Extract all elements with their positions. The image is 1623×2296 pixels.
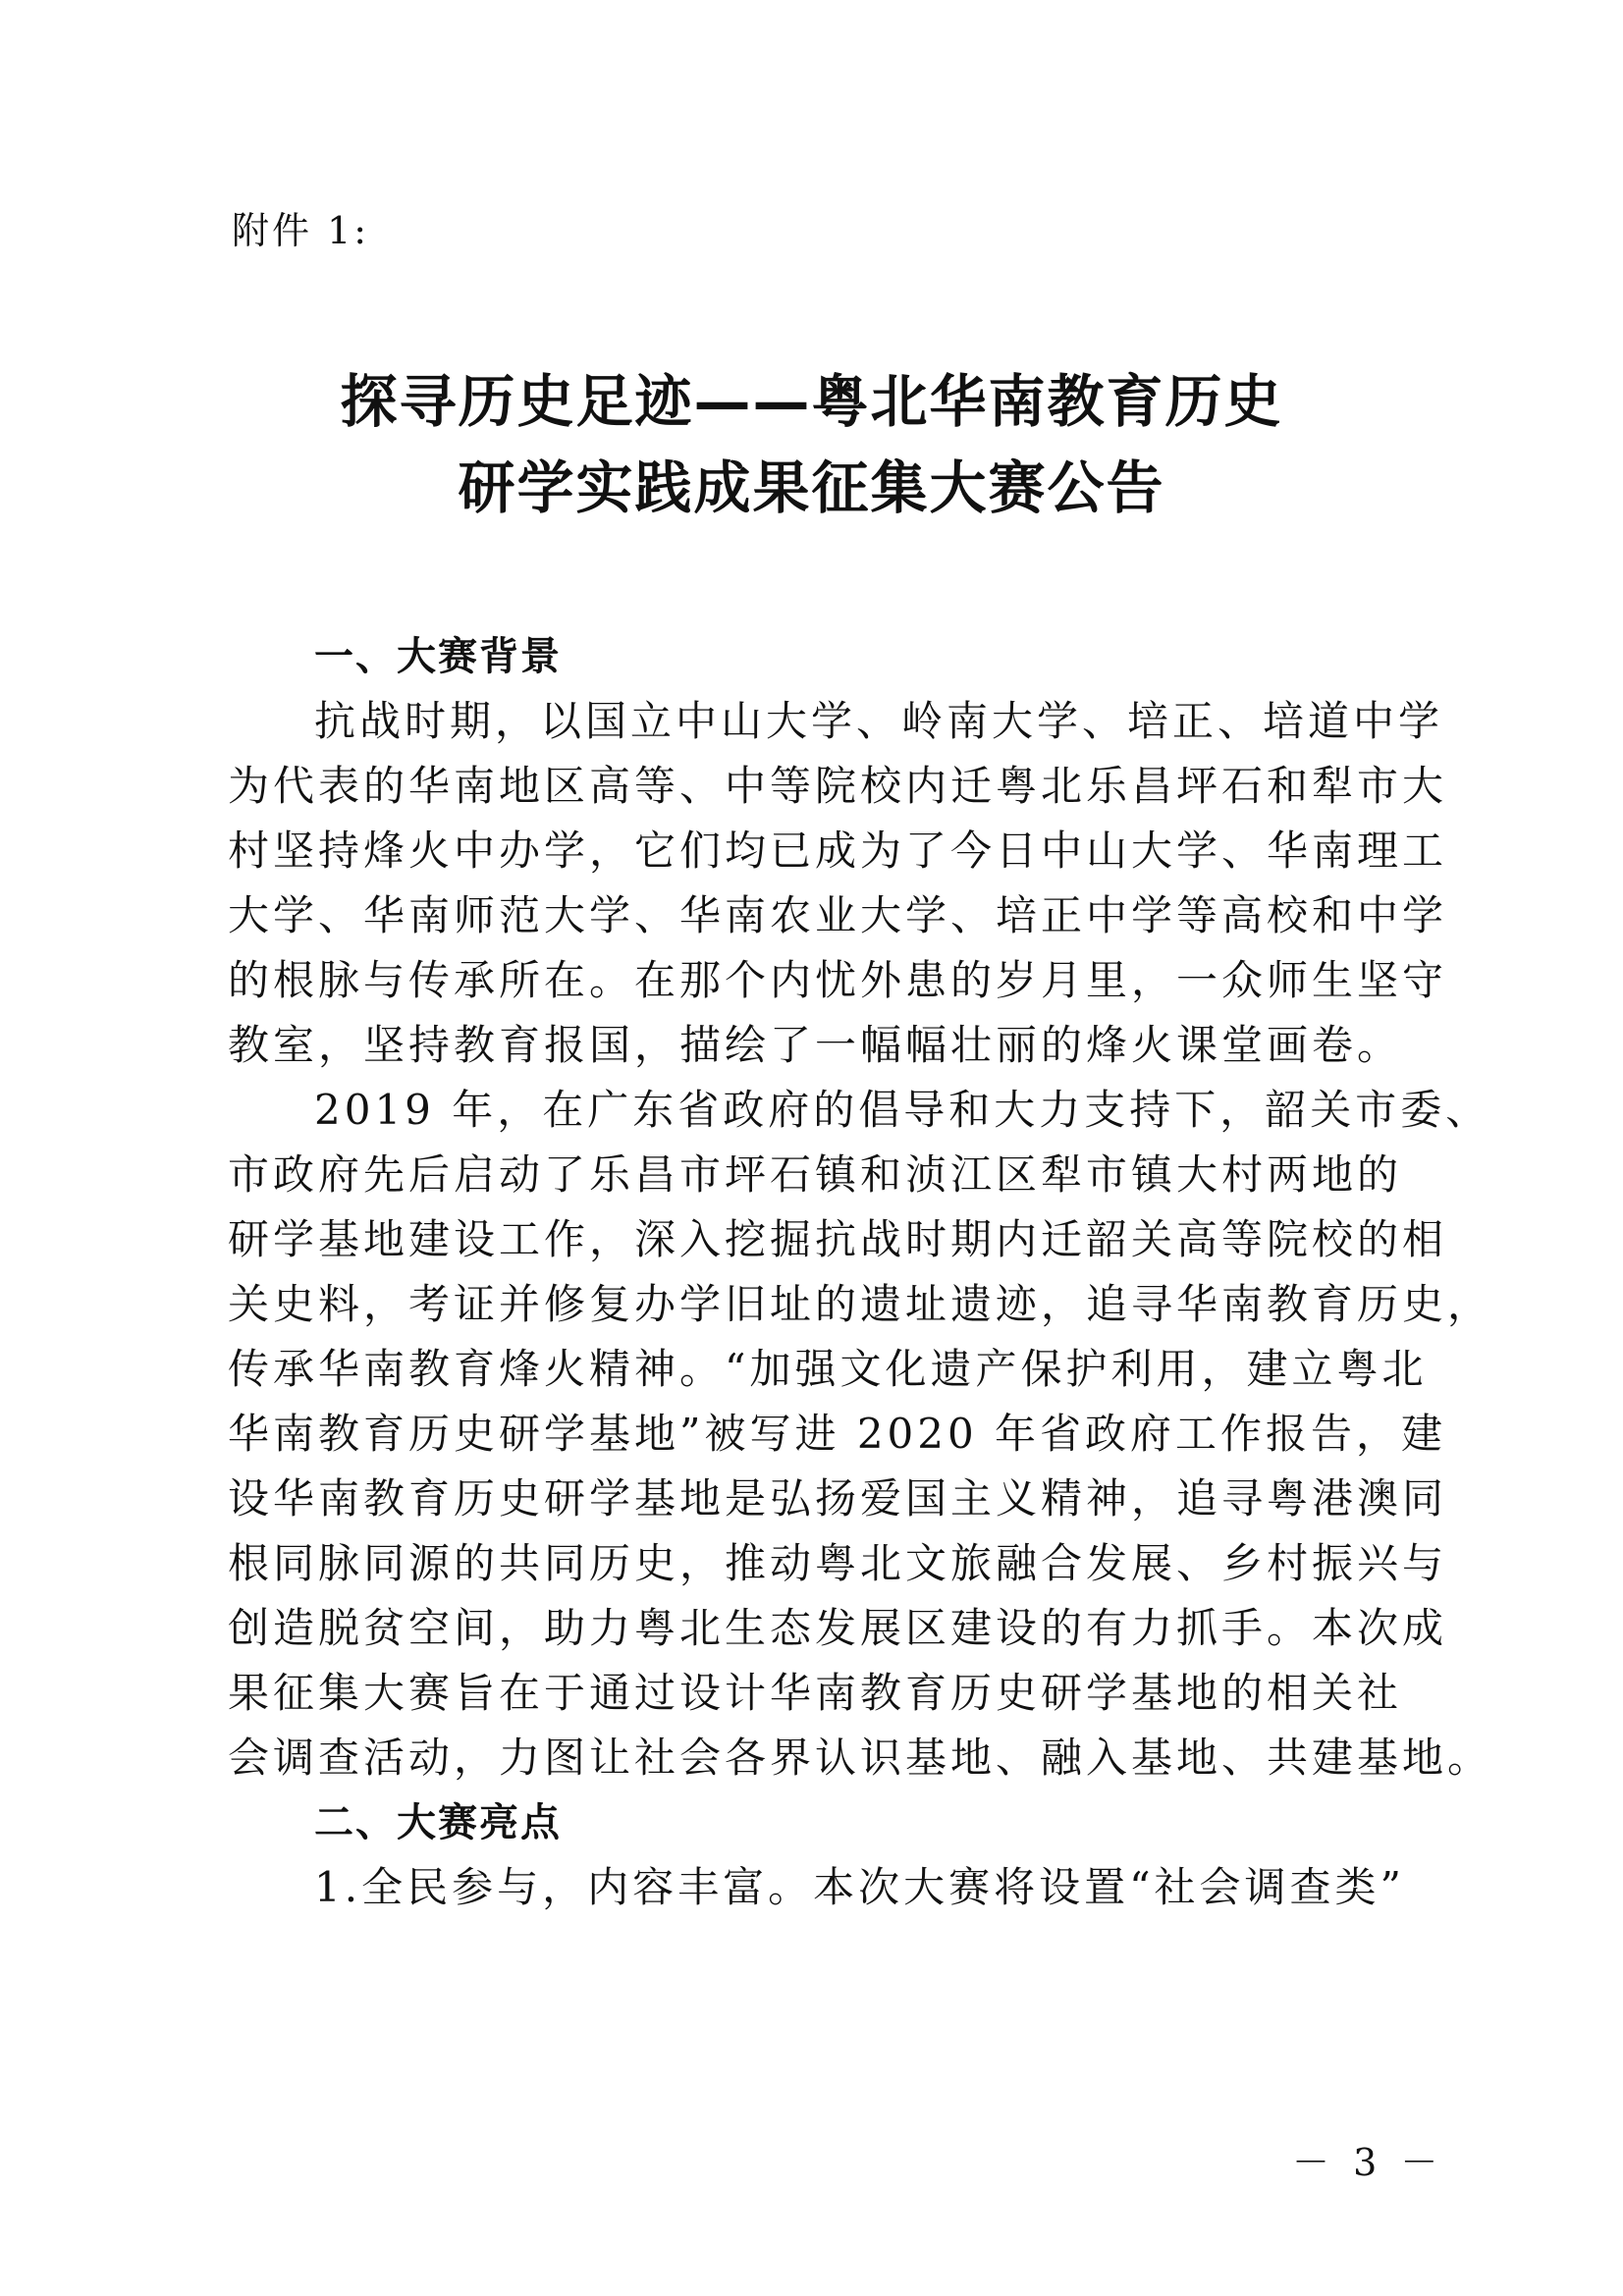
- text-line: 根同脉同源的共同历史，推动粤北文旅融合发展、乡村振兴与: [228, 1539, 1448, 1587]
- text-line: 华南教育历史研学基地”被写进 2020 年省政府工作报告，建: [228, 1410, 1447, 1458]
- text-line: 市政府先后启动了乐昌市坪石镇和浈江区犁市镇大村两地的: [228, 1150, 1403, 1199]
- text-line: 教室，坚持教育报国，描绘了一幅幅壮丽的烽火课堂画卷。: [228, 1021, 1403, 1069]
- text-line: 2019 年，在广东省政府的倡导和大力支持下，韶关市委、: [314, 1086, 1491, 1134]
- text-line: 研学基地建设工作，深入挖掘抗战时期内迁韶关高等院校的相: [228, 1215, 1448, 1263]
- document-title: [0, 358, 1623, 531]
- body-text: [228, 624, 1493, 1920]
- text-line: 为代表的华南地区高等、中等院校内迁粤北乐昌坪石和犁市大: [228, 762, 1448, 810]
- title-line-2: 研学实践成果征集大赛公告: [458, 454, 1165, 521]
- text-line: 大学、华南师范大学、华南农业大学、培正中学等高校和中学: [228, 891, 1448, 939]
- text-line: 的根脉与传承所在。在那个内忧外患的岁月里，一众师生坚守: [228, 956, 1448, 1004]
- attachment-label: 附件 1:: [232, 209, 370, 252]
- text-line: 传承华南教育烽火精神。“加强文化遗产保护利用，建立粤北: [228, 1345, 1428, 1393]
- text-line: 1.全民参与，内容丰富。本次大赛将设置“社会调查类”: [314, 1863, 1406, 1911]
- paragraph-highlights-1: [228, 1855, 1406, 1920]
- text-line: 村坚持烽火中办学，它们均已成为了今日中山大学、华南理工: [228, 827, 1448, 875]
- text-line: 关史料，考证并修复办学旧址的遗址遗迹，追寻华南教育历史，: [228, 1280, 1493, 1328]
- text-line: 会调查活动，力图让社会各界认识基地、融入基地、共建基地。: [228, 1734, 1493, 1782]
- title-line-1: 探寻历史足迹——粤北华南教育历史: [340, 368, 1283, 435]
- paragraph-background-1: [228, 689, 1448, 1078]
- text-line: 设华南教育历史研学基地是弘扬爱国主义精神，追寻粤港澳同: [228, 1474, 1448, 1522]
- section-heading-background: 一、大赛背景: [314, 634, 562, 679]
- text-line: 果征集大赛旨在于通过设计华南教育历史研学基地的相关社: [228, 1669, 1403, 1717]
- paragraph-background-2: [228, 1078, 1493, 1790]
- text-line: 抗战时期，以国立中山大学、岭南大学、培正、培道中学: [314, 697, 1444, 745]
- section-heading-highlights: 二、大赛亮点: [314, 1800, 562, 1845]
- text-line: 创造脱贫空间，助力粤北生态发展区建设的有力抓手。本次成: [228, 1604, 1448, 1652]
- page-number: － 3 －: [1292, 2141, 1444, 2184]
